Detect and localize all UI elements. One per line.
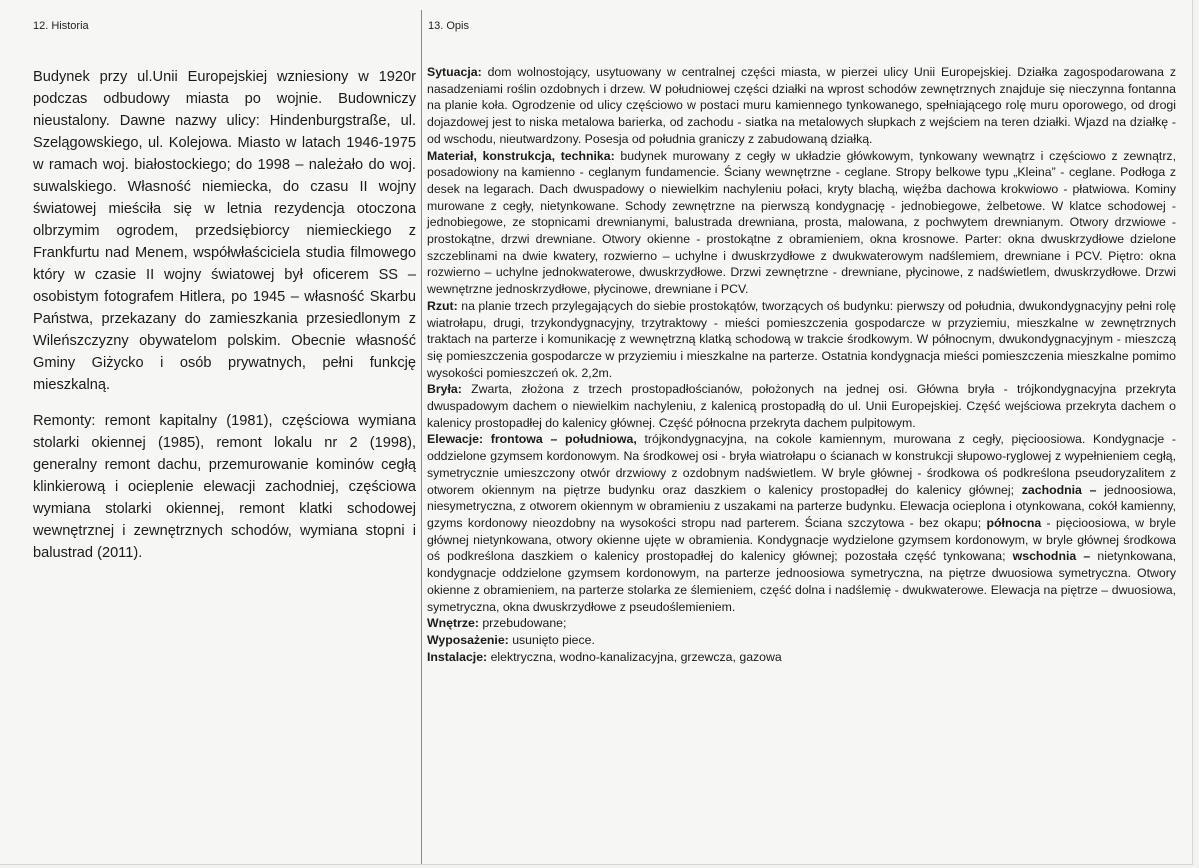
section-title-historia: 12. Historia (33, 20, 89, 32)
material-paragraph (427, 148, 1176, 298)
polnocna-text: - pięcioosiowa, w bryle głównej nietynkowana, otwory okienne ujęte w obramienia. Kondygnacje wydzielone gzymsem kordonowym, w bryle głównej środkowa oś podkreślona daszkiem o kalenicy prostopadłej do kalenicy głównej; pozostała część tynkowana; (427, 515, 1177, 564)
wyposazenie-text: usunięto piece. (508, 632, 595, 647)
elewacje-paragraph (427, 431, 1176, 615)
sytuacja-label: Sytuacja: (427, 65, 482, 79)
renovations-paragraph: Remonty: remont kapitalny (1981), częściowa wymiana stolarki okiennej (1985), remont lokalu nr 2 (1998), generalny remont dachu, przemurowanie kominów cegłą klinkierową i ocieplenie elewacji zachodniej, częściowa wymiana stolarki okiennej, remont klatki schodowej wewnętrznej i zewnętrznych schodów, wymiana stopni i balustrad (2011). (33, 413, 416, 561)
wnetrze-label: Wnętrze: (427, 616, 479, 631)
wschodnia-text: nietynkowana, kondygnacje oddzielone gzymsem kordonowym, na parterze jednoosiowa symetryczna, na piętrze dwuosiowa symetryczna. Otwory okienne z obramieniem, na parterze stolarka ze ślemieniem, część dolna i nadślemię - dwukwaterowe. Elewacja na piętrze – dwuosiowa, symetryczna, okna dwuskrzydłowe z pseudoślemieniem. (427, 549, 1176, 614)
instalacje-paragraph (427, 649, 1176, 666)
polnocna-label: północna (981, 515, 1042, 530)
sytuacja-text: dom wolnostojący, usytuowany w centralnej części miasta, w pierzei ulicy Unii Europejskiej. Działka zagospodarowana z nasadzeniami roślin ozdobnych i drzew. W południowej części działki na wprost schodów zewnętrznych znajduje się nieczynna fontanna na planie koła. Ogrodzenie od ulicy częściowo w postaci muru kamiennego tynkowanego, spełniającego rolę muru oporowego, od drogi dojazdowej jest to niska metalowa barierka, od zachodu - siatka na metalowych słupkach z wejściem na teren działki. Wjazd na działkę - od wschodu, nieutwardzony. Posesja od południa graniczy z zabudowaną działką. (427, 65, 1176, 146)
bryla-text: Zwarta, złożona z trzech prostopadłościanów, położonych na jednej osi. Główna bryła - trójkondygnacyjna przekryta dwuspadowym dachem o niewielkim nachyleniu, z kalenicą prostopadłą do ul. Unii Europejskiej. Część wejściowa przekryta dachem o kalenicy prostopadłej do kalenicy głównej. Część północna przekryta dachem pulpitowym. (427, 382, 1176, 430)
instalacje-text: elektryczna, wodno-kanalizacyjna, grzewcza, gazowa (487, 649, 782, 664)
section-title-opis: 13. Opis (428, 20, 469, 32)
zachodnia-text: jednoosiowa, niesymetryczna, z otworem okiennym w obramieniu z uszakami na parterze budynku. Elewacja ocieplona i otynkowana, cokół kamienny, gzyms kordonowy nieozdobny na wysokości stropu nad parterem. Ściana szczytowa - bez okapu; (427, 482, 1176, 530)
rzut-paragraph (427, 298, 1176, 382)
material-text: budynek murowany z cegły w układzie główkowym, tynkowany wewnątrz i częściowo z zewnątrz, posadowiony na kamienno - ceglanym fundamencie. Ściany wewnętrzne - ceglane. Stropy belkowe typu „Kleina” - ceglane. Podłoga z desek na legarach. Dach dwuspadowy o niewielkim nachyleniu połaci, kryty blachą, więźba dachowa krokwiowo - płatwiowa. Kominy murowane z cegły, nietynkowane. Schody zewnętrzne na pierwszą kondygnację - jednobiegowe, żelbetowe. W klatce schodowej - jednobiegowe, ze stopnicami drewnianymi, balustrada drewniana, prosta, malowana, z pochwytem drewnianym. Otwory drzwiowe - prostokątne, drzwi drewniane. Otwory okienne - prostokątne z obramieniem, okna krosnowe. Parter: okna dwuskrzydłowe dzielone szczeblinami na dwie kwatery, rozwierno – uchylne i dwuskrzydłowe z dwukwaterowym nadślemiem, drewniane i PCV. Piętro: okna rozwierno – uchylne jednokwaterowe, dwuskrzydłowe. Drzwi zewnętrzne - drewniane, płycinowe, z nadświetlem, dwuskrzydłowe. Drzwi wewnętrzne jednoskrzydłowe, płycinowe, drewniane i PCV. (427, 148, 1176, 297)
wnetrze-text: przebudowane; (478, 616, 567, 631)
zachodnia-label: zachodnia – (1014, 482, 1097, 497)
instalacje-label: Instalacje: (427, 649, 488, 664)
elewacje-label: Elewacje: frontowa – południowa, (427, 432, 637, 447)
description-column (427, 64, 1176, 665)
wyposazenie-paragraph (427, 632, 1176, 649)
history-column (33, 66, 416, 564)
wnetrze-paragraph (427, 615, 1176, 632)
wschodnia-label: wschodnia – (1005, 549, 1091, 564)
history-paragraph: Budynek przy ul.Unii Europejskiej wzniesiony w 1920r podczas odbudowy miasta po wojnie. Budowniczy nieustalony. Dawne nazwy ulicy: Hindenburgstraße, ul. Szelągowskiego, ul. Kolejowa. Miasto w latach 1946-1975 w ramach woj. białostockiego; do 1998 – należało do woj. suwalskiego. Własność niemiecka, do czasu II wojny światowej mieściła się w letnia rezydencja otoczona olbrzymim ogrodem, przedsiębiorcy niemieckiego z Frankfurtu nad Menem, współwłaściciela studia filmowego który w czasie II wojny światowej był oficerem SS – osobistym fotografem Hitlera, po 1945 – własność Skarbu Państwa, przekazany do zamieszkania przesiedlonym z Wileńszczyzny obywatelom polskim. Obecnie własność Gminy Giżycko i osób prywatnych, pełni funkcję mieszkalną. (33, 69, 416, 393)
rzut-text: na planie trzech przylegających do siebie prostokątów, tworzących oś budynku: pierwszy od południa, dwukondygnacyjny pełni rolę wiatrołapu, drugi, trzykondygnacyjny, trzytraktowy - mieści pomieszczenia gospodarcze w przyziemiu, mieszkalne w zewnętrznych traktach na parterze i komunikację z wewnętrzną klatką schodową w trakcie środkowym. W północnym, dwukondygnacyjnym - mieszczą się pomieszczenia gospodarcze w przyziemiu i mieszkalne na parterze. Ostatnia kondygnacja mieści pomieszczenia mieszkalne pomimo wysokości pomieszczeń ok. 2,2m. (427, 298, 1176, 380)
rzut-label: Rzut: (427, 298, 458, 313)
column-divider (421, 10, 422, 864)
wyposazenie-label: Wyposażenie: (427, 632, 509, 647)
bryla-paragraph (427, 381, 1176, 431)
elewacje-text: trójkondygnacyjna, na cokole kamiennym, murowana z cegły, pięcioosiowa. Kondygnacje - oddzielone gzymsem kordonowym. Na środkowej osi - bryła wiatrołapu o ścianach w konstrukcji słupowo-ryglowej z wypełnieniem cegłą, symetrycznie umieszczony otwór drzwiowy z ozdobnym nadświetlem. W bryle głównej - środkowa oś podkreślona pseudoryzalitem z otworem okiennym na piętrze budynku oraz daszkiem o kalenicy prostopadłej do kalenicy głównej; (427, 432, 1176, 497)
sytuacja-paragraph (427, 64, 1176, 148)
bryla-label: Bryła: (427, 382, 462, 397)
material-label: Materiał, konstrukcja, technika: (427, 148, 615, 163)
